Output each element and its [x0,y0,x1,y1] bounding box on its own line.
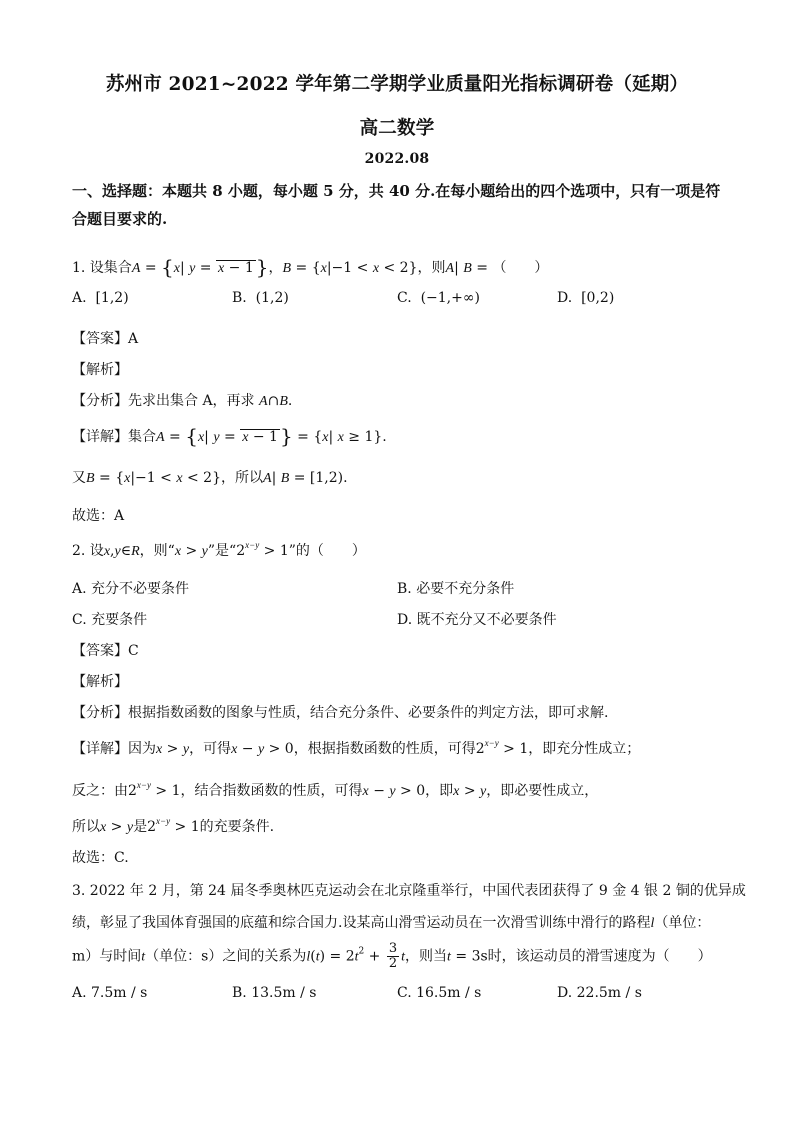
question-3-line-1: 3. 2022 年 2 月，第 24 届冬季奥林匹克运动会在北京隆重举行，中国代表团获得了 9 金 4 银 2 铜的优异成 [72,883,746,899]
exam-date: 2022.08 [364,151,430,167]
question-1-analysis-label: 【解析】 [72,362,128,378]
question-2-conclusion: 故选：C. [72,850,129,866]
question-2-option-d: D. 既不充分又不必要条件 [397,612,557,628]
question-2-fenxi: 【分析】根据指数函数的图象与性质，结合充分条件、必要条件的判定方法，即可求解. [72,705,609,721]
question-2-xiangjie: 【详解】因为x > y，可得x − y > 0，根据指数函数的性质，可得$2^{x-y} > 1$，即充分性成立； [72,738,641,757]
question-2-converse: 反之：由$2^{x-y} > 1$，结合指数函数的性质，可得x − y > 0，即x > y，即必要性成立， [72,780,599,799]
question-3-line-2: 绩，彰显了我国体育强国的底蕴和综合国力.设某高山滑雪运动员在一次滑雪训练中滑行的路程l（单位： [72,915,711,931]
question-2-summary: 所以x > y是$2^{x-y} > 1$的充要条件. [72,816,275,835]
question-1-option-d: D. [0,2) [557,290,615,306]
question-3-option-b: B. 13.5m / s [232,985,317,1001]
question-1-option-c: C. (−1,+∞) [397,290,480,306]
question-1-fenxi: 【分析】先求出集合 A，再求 A∩B. [72,393,293,409]
question-2-option-b: B. 必要不充分条件 [397,581,515,597]
subject-title: 高二数学 [359,118,435,139]
question-1-conclusion: 故选：A [72,508,125,524]
question-3-option-d: D. 22.5m / s [557,985,642,1001]
question-1-option-b: B. (1,2) [232,290,289,306]
question-2-analysis-label: 【解析】 [72,674,128,690]
question-3-option-c: C. 16.5m / s [397,985,482,1001]
page-title: 苏州市 2021~2022 学年第二学期学业质量阳光指标调研卷（延期） [105,74,689,95]
question-2-stem: 2. 设x,y∈R，则“x > y”是“$2^{x-y} > 1$”的（ ） [72,540,366,559]
question-2-answer: 【答案】C [72,643,139,659]
question-3-line-3: m）与时间t（单位：s）之间的关系为$l(t) = 2t^2$ + $\frac{3}{2}$ t，则当t = 3s时，该运动员的滑雪速度为（ ） [72,941,712,971]
question-1-xiangjie: 【详解】集合A = {x| y = x − 1 } = {x| x ≥ 1}. [72,424,387,448]
question-3-option-a: A. 7.5m / s [72,985,148,1001]
question-2-option-c: C. 充要条件 [72,612,148,628]
question-1-answer: 【答案】A [72,331,139,347]
question-1-stem: 1. 设集合A = {x| y = x − 1 }，B = {x|−1 < x < 2}，则A| B = （ ） [72,255,549,279]
question-1-option-a: A. [1,2) [72,290,129,306]
question-2-option-a: A. 充分不必要条件 [72,581,190,597]
question-1-detail-2: 又B = {x|−1 < x < 2}，所以A| B = [1,2). [72,470,348,486]
section-heading: 一、选择题：本题共 8 小题，每小题 5 分，共 40 分.在每小题给出的四个选项中，只有一项是符合题目要求的. [72,182,721,228]
